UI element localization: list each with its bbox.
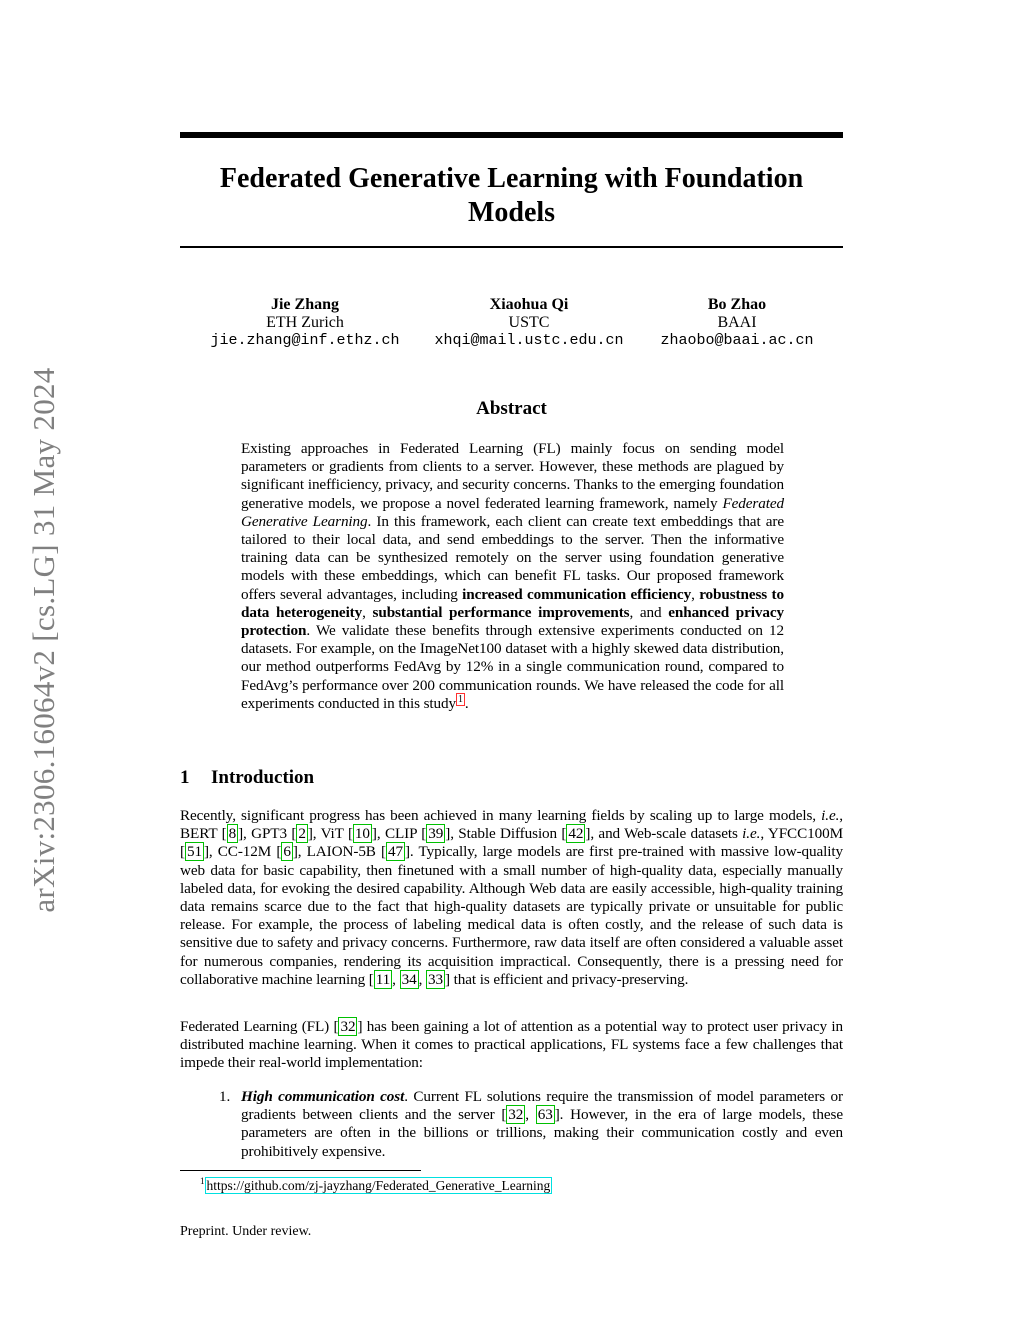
preprint-notice: Preprint. Under review.	[180, 1224, 312, 1239]
advantage-2: robustness to data heterogeneity	[241, 585, 784, 621]
citation-link[interactable]: 10	[354, 825, 370, 843]
citation-link[interactable]: 11	[375, 970, 391, 988]
footnote	[200, 1176, 552, 1194]
title-line-1: Federated Generative Learning with Foundation	[219, 163, 804, 194]
paper-title	[180, 162, 843, 230]
challenges-list	[180, 1088, 843, 1161]
author-affiliation: ETH Zurich	[266, 314, 344, 331]
abstract-body: Existing approaches in Federated Learning (FL) mainly focus on sending model parameters or gradients from clients to a server. However, these methods are plagued by significant inefficiency, privacy, and security concerns. Thanks to the emerging foundation generative models, we propose a novel federated learning framework, namely Federated Generative Learning. In this framework, each client can create text embeddings that are tailored to their local data, and send embeddings to the server. Then the informative training data can be synthesized remotely on the server using foundation generative models with these embeddings, which can benefit FL tasks. Our proposed framework offers several advantages, including increased communication efficiency, robustness to data heterogeneity, substantial performance improvements, and enhanced privacy protection. We validate these benefits through extensive experiments conducted on 12 datasets. For example, on the ImageNet100 dataset with a highly skewed data distribution, our method outperforms FedAvg by 12% in a single communication round, compared to FedAvg’s performance over 200 communication rounds. We have released the code for all experiments conducted in this study $^1$ .	[241, 440, 784, 712]
citation-link[interactable]: 2	[298, 825, 306, 843]
author-email[interactable]: zhaobo@baai.ac.cn	[660, 332, 814, 349]
advantage-3: substantial performance improvements	[372, 603, 630, 621]
arxiv-identifier: arXiv:2306.16064v2 [cs.LG] 31 May 2024	[26, 367, 61, 913]
intro-paragraph-2: Federated Learning (FL) [ 32 ] has been gaining a lot of attention as a potential way to protect user privacy in distributed machine learning. When it comes to practical applications, FL systems face a few challenges that impede their real-world implementation:	[180, 1018, 843, 1072]
author-block	[180, 296, 843, 356]
section-title: Introduction	[211, 767, 315, 788]
title-top-rule	[180, 132, 843, 138]
citation-link[interactable]: 6	[283, 843, 291, 861]
author-name: Xiaohua Qi	[489, 296, 569, 313]
framework-name: Federated Generative Learning	[241, 494, 784, 530]
citation-link[interactable]: 39	[428, 825, 444, 843]
citation-link[interactable]: 32	[340, 1018, 356, 1035]
author-email[interactable]: jie.zhang@inf.ethz.ch	[210, 332, 400, 349]
intro-paragraph-1: Recently, significant progress has been achieved in many learning fields by scaling up to large models, i.e., BERT [ 8 ], GPT3 [ 2 ], ViT [ 10 ], CLIP [ 39 ], Stable Diffusion [ 42 ], and Web-scale datasets i.e., YFCC100M [ 51 ], CC-12M [ 6 ], LAION-5B [ 47 ]. Typically, large models are first pre-trained with massive low-quality web data for basic capability, then finetuned with a small number of high-quality data, especially manually labeled data, for evoking the desired capability. Although Web data are easily accessible, high-quality training data remains scarce due to the fact that high-quality datasets are typically private or unsuitable for public release. For example, the process of labeling medical data is often costly, and the release of such data is sensitive due to safety and privacy concerns. Furthermore, raw data itself are often considered a valuable asset for numerous companies, rendering its acquisition impractical. Consequently, there is a pressing need for collaborative machine learning [ 11 , 34 , 33 ] that is efficient and privacy-preserving.	[180, 807, 844, 988]
citation-link[interactable]: 34	[401, 970, 417, 988]
advantage-1: increased communication efficiency	[462, 585, 692, 603]
citation-link[interactable]: 33	[427, 970, 443, 988]
author-affiliation: USTC	[508, 314, 550, 331]
section-heading-introduction	[180, 767, 314, 789]
section-number: 1	[180, 767, 190, 788]
list-item: 1. High communication cost. Current FL solutions require the transmission of model parameters or gradients between clients and the server [ 32 , 63 ]. However, in the era of large models, these parameters are often in the billions or trillions, making their communication costly and even prohibitively expensive.	[219, 1088, 843, 1160]
citation-link[interactable]: 32	[508, 1106, 524, 1124]
author-email[interactable]: xhqi@mail.ustc.edu.cn	[434, 332, 624, 349]
citation-link[interactable]: 51	[186, 843, 202, 861]
advantage-4: enhanced privacy protection	[241, 603, 784, 640]
footnote-mark: 1	[200, 1176, 205, 1186]
list-number: 1.	[219, 1088, 231, 1105]
citation-link[interactable]: 42	[568, 825, 584, 843]
list-item-title: High communication cost	[241, 1088, 405, 1105]
abstract-heading: Abstract	[476, 398, 547, 419]
title-bottom-rule	[180, 246, 843, 248]
citation-link[interactable]: 63	[537, 1106, 553, 1124]
author-3	[660, 296, 813, 350]
footnote-link[interactable]: 1	[458, 693, 463, 705]
footnote-rule	[180, 1170, 421, 1171]
author-name: Jie Zhang	[270, 296, 339, 313]
author-2	[434, 296, 623, 350]
citation-link[interactable]: 47	[387, 843, 403, 861]
citation-link[interactable]: 8	[228, 825, 237, 843]
code-repository-link[interactable]: https://github.com/zj-jayzhang/Federated_Generative_Learning	[206, 1177, 551, 1193]
title-line-2: Models	[467, 197, 556, 228]
author-name: Bo Zhao	[707, 296, 767, 313]
author-affiliation: BAAI	[717, 314, 757, 331]
author-1	[210, 296, 399, 350]
